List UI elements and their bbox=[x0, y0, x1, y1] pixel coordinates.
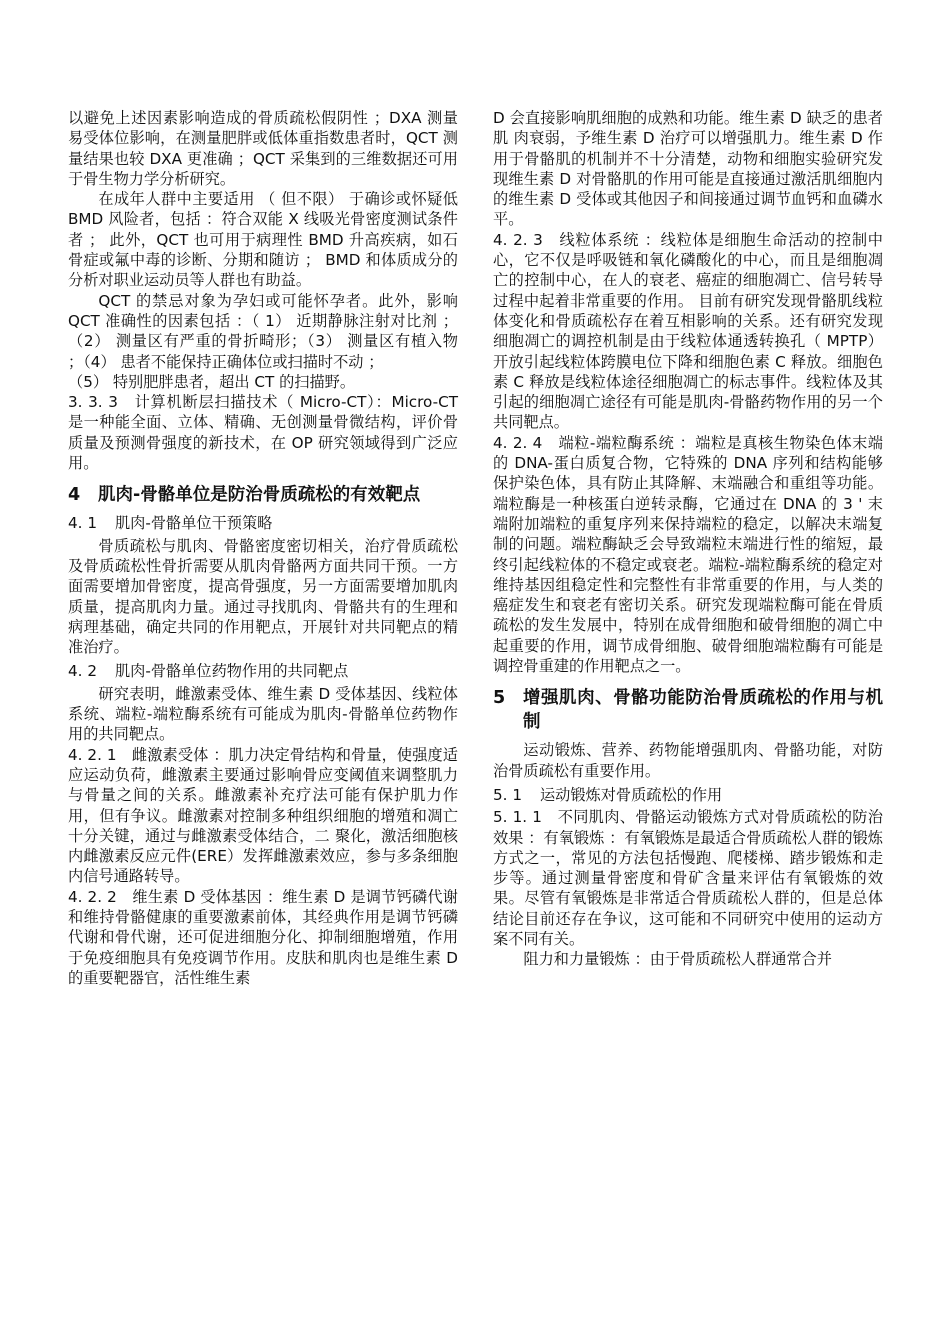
paragraph: 5. 1. 1 不同肌肉、骨骼运动锻炼方式对骨质疏松的防治效果 ：有氧锻炼 ：有氧锻炼是最适合骨质疏松人群的锻炼方式之一，常见的方法包括慢跑、爬楼梯、踏步锻炼和走步等。通过测量骨密度和骨矿含量来评估有氧锻炼的效果。尽管有氧锻炼是非常适合骨质疏松人群的，但是总体结论目前还存在争议，这可能和不同研究中使用的运动方案不同有关。 bbox=[493, 808, 883, 948]
paragraph: 4. 2. 2 维生素 D 受体基因 ：维生素 D 是调节钙磷代谢和维持骨骼健康的重要激素前体，其经典作用是调节钙磷代谢和骨代谢，还可促进细胞分化、抑制细胞增殖，作用于免疫细胞具有免疫调节作用。皮肤和肌肉也是维生素 D 的重要靶器官，活性维生素 bbox=[68, 887, 458, 987]
subsection-number: 4. 2 bbox=[68, 662, 97, 681]
paragraph: D 会直接影响肌细胞的成熟和功能。维生素 D 缺乏的患者肌 肉衰弱，予维生素 D 治疗可以增强肌力。维生素 D 作用于骨骼肌的机制并不十分清楚，动物和细胞实验研究发现维生素 D 对骨骼肌的作用可能是直接通过激活肌细胞内的维生素 D 受体或其他因子和间接通过调节血钙和血磷水平。 bbox=[493, 109, 883, 229]
paragraph: 以避免上述因素影响造成的骨质疏松假阴性 ；DXA 测量易受体位影响，在测量肥胖或低体重指数患者时，QCT 测量结果也较 DXA 更准确 ；QCT 采集到的三维数据还可用于骨生物力学分析研究。 bbox=[68, 109, 458, 188]
paragraph: 3. 3. 3 计算机断层扫描技术（ Micro-CT）：Micro-CT 是一种能全面、立体、精确、无创测量骨微结构，评价骨质量及预测骨强度的新技术，在 OP 研究领域得到广泛应用。 bbox=[68, 393, 458, 473]
section-number: 4 bbox=[68, 485, 81, 506]
paragraph: 在成年人群中主要适用 （ 但不限） 于确诊或怀疑低 BMD 风险者，包括 ：符合双能 X 线吸光骨密度测试条件者 ； 此外，QCT 也可用于病理性 BMD 升高疾病，如石骨症或氟中毒的诊断、分期和随访 ； BMD 和体质成分的分析对职业运动员等人群也有助益。 bbox=[68, 190, 458, 290]
subsection-heading-5-1 bbox=[493, 785, 883, 805]
paragraph: 阻力和力量锻炼 ：由于骨质疏松人群通常合并 bbox=[523, 950, 832, 969]
paragraph: 运动锻炼、营养、药物能增强肌肉、骨骼功能，对防治骨质疏松有重要作用。 bbox=[493, 741, 883, 780]
paragraph: 研究表明，雌激素受体、维生素 D 受体基因、线粒体系统、端粒-端粒酶系统有可能成为肌肉-骨骼单位药物作用的共同靶点。 bbox=[68, 684, 458, 744]
paragraph: QCT 的禁忌对象为孕妇或可能怀孕者。此外，影响 QCT 准确性的因素包括 ：（ 1） 近期静脉注射对比剂 ；（2） 测量区有严重的骨折畸形；（3） 测量区有植入物 ；（4） 患者不能保持正确体位或扫描时不动 ； bbox=[68, 291, 458, 371]
subsection-title: 肌肉-骨骼单位药物作用的共同靶点 bbox=[114, 662, 349, 681]
paragraph: 4. 2. 4 端粒-端粒酶系统 ：端粒是真核生物染色体末端的 DNA-蛋白质复合物，它特殊的 DNA 序列和结构能够保护染色体，具有防止其降解、末端融合和重组等功能。端粒酶是一种核蛋白逆转录酶，它通过在 DNA 的 3 ' 末端附加端粒的重复序列来保持端粒的稳定，以解决末端复制的问题。端粒酶缺乏会导致端粒末端进行性的缩短，最终引起线粒体的不稳定或衰老。端粒-端粒酶系统的稳定对维持基因组稳定性和完整性有非常重要的作用，与人类的癌症发生和衰老有密切关系。研究发现端粒酶可能在骨质疏松的发生发展中，特别在成骨细胞和破骨细胞的凋亡中起重要的作用，调节成骨细胞、破骨细胞端粒酶有可能是调控骨重建的作用靶点之一。 bbox=[493, 433, 883, 676]
section-title: 肌肉-骨骼单位是防治骨质疏松的有效靶点 bbox=[98, 485, 421, 506]
paragraph: 骨质疏松与肌肉、骨骼密度密切相关，治疗骨质疏松及骨质疏松性骨折需要从肌肉骨骼两方面共同干预。一方面需要增加骨密度，提高骨强度，另一方面需要增加肌肉质量，提高肌肉力量。通过寻找肌肉、骨骼共有的生理和病理基础，确定共同的作用靶点，开展针对共同靶点的精准治疗。 bbox=[68, 536, 458, 657]
paragraph: 4. 2. 3 线粒体系统 ：线粒体是细胞生命活动的控制中心，它不仅是呼吸链和氧化磷酸化的中心，而且是细胞凋亡的控制中心，在人的衰老、癌症的细胞凋亡、信号转导过程中起着非常重要的作用。 目前有研究发现骨骼肌线粒体变化和骨质疏松存在着互相影响的关系。还有研究发现细胞凋亡的调控机制是由于线粒体通透转换孔（ MPTP）开放引起线粒体跨膜电位下降和细胞色素 C 释放。细胞色素 C 释放是线粒体途径细胞凋亡的标志事件。线粒体及其引起的细胞凋亡途径有可能是肌肉-骨骼药物作用的另一个共同靶点。 bbox=[493, 230, 883, 432]
section-heading-5 bbox=[493, 686, 883, 734]
subsection-number: 4. 1 bbox=[68, 514, 97, 533]
section-number: 5 bbox=[493, 688, 506, 709]
right-column bbox=[493, 108, 883, 970]
subsection-heading-4-1 bbox=[68, 513, 458, 533]
subsection-title: 运动锻炼对骨质疏松的作用 bbox=[539, 785, 723, 804]
left-column bbox=[68, 108, 458, 988]
paragraph: （5） 特别肥胖患者，超出 CT 的扫描野。 bbox=[68, 372, 356, 391]
section-heading-4 bbox=[68, 483, 458, 507]
subsection-number: 5. 1 bbox=[493, 785, 522, 804]
section-title: 增强肌肉、骨骼功能防治骨质疏松的作用与机制 bbox=[523, 688, 883, 733]
subsection-title: 肌肉-骨骼单位干预策略 bbox=[114, 514, 273, 533]
subsection-heading-4-2 bbox=[68, 661, 458, 681]
paragraph: 4. 2. 1 雌激素受体 ：肌力决定骨结构和骨量，使强度适应运动负荷，雌激素主要通过影响骨应变阈值来调整肌力与骨量之间的关系。雌激素补充疗法可能有保护肌力作用，但有争议。雌激素对控制多种组织细胞的增殖和凋亡十分关键，通过与雌激素受体结合，二 聚化，激活细胞核内雌激素反应元件(ERE）发挥雌激素效应，参与多条细胞内信号通路转导。 bbox=[68, 745, 458, 886]
